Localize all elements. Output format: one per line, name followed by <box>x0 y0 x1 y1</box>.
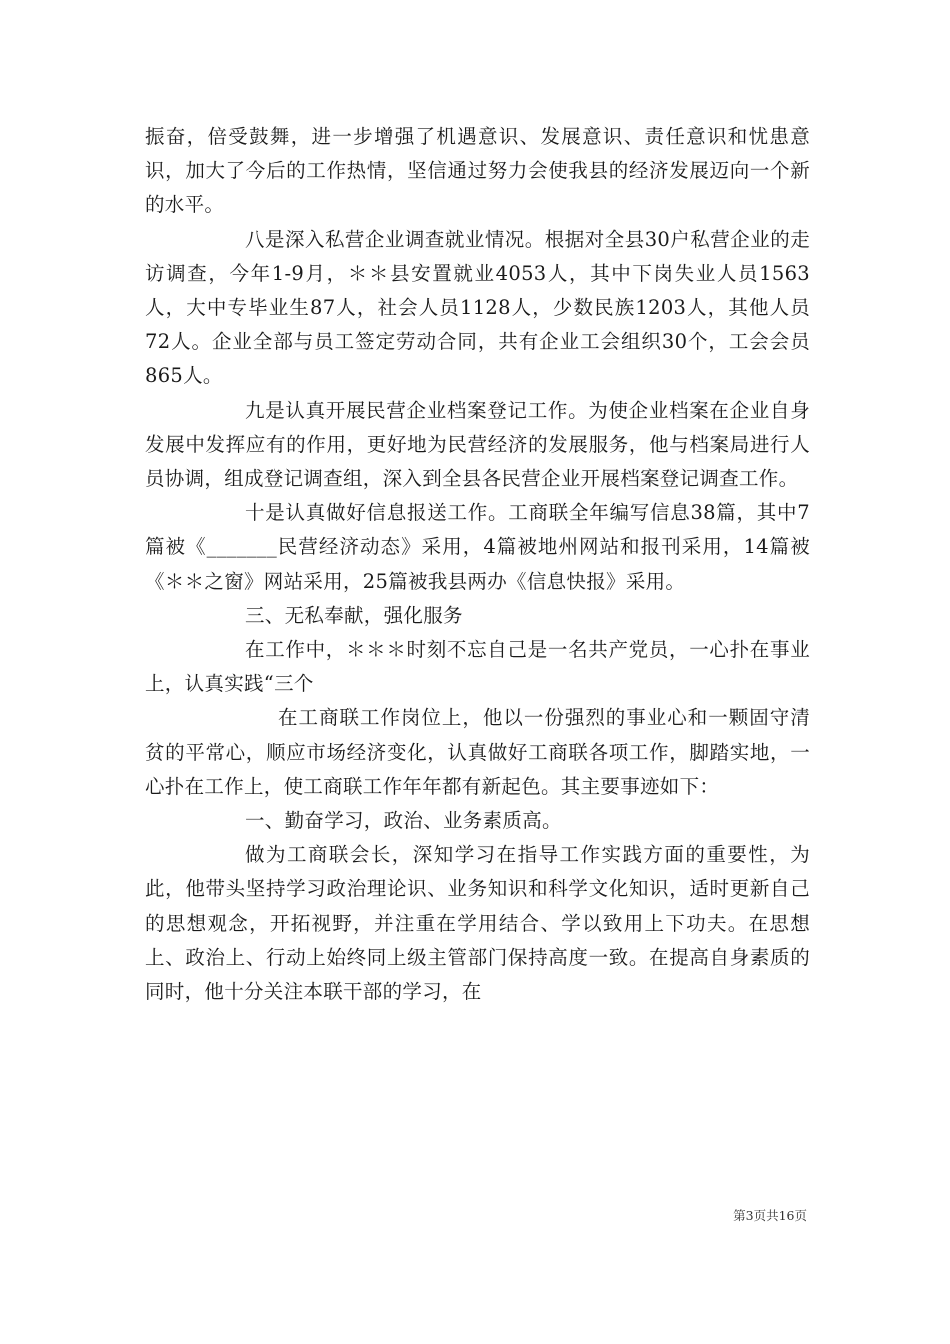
paragraph-at-post: 在工商联工作岗位上，他以一份强烈的事业心和一颗固守清贫的平常心，顺应市场经济变化，认真做好工商联各项工作，脚踏实地，一心扑在工作上，使工商联工作年年都有新起色。其主要事迹如下： <box>145 706 810 798</box>
paragraph-study: 做为工商联会长，深知学习在指导工作实践方面的重要性，为此，他带头坚持学习政治理论识、业务知识和科学文化知识，适时更新自己的思想观念，开拓视野，并注重在学用结合、学以致用上下功夫。在思想上、政治上、行动上始终同上级主管部门保持高度一致。在提高自身素质的同时，他十分关注本联干部的学习，在 <box>145 843 810 1004</box>
paragraph-item-eight: 八是深入私营企业调查就业情况。根据对全县30户私营企业的走访调查，今年1-9月，＊＊县安置就业4053人，其中下岗失业人员1563人，大中专毕业生87人，社会人员1128人，少数民族1203人，其他人员72人。企业全部与员工签定劳动合同，共有企业工会组织30个，工会会员865人。 <box>145 227 810 388</box>
page-number: 第3页共16页 <box>733 1208 807 1223</box>
paragraph-continuation: 振奋，倍受鼓舞，进一步增强了机遇意识、发展意识、责任意识和忧患意识，加大了今后的工作热情，坚信通过努力会使我县的经济发展迈向一个新的水平。 <box>145 125 810 217</box>
section-heading-one: 一、勤奋学习，政治、业务素质高。 <box>245 809 562 833</box>
paragraph-at-work: 在工作中，＊＊＊时刻不忘自己是一名共产党员，一心扑在事业上，认真实践“三个 <box>145 638 810 696</box>
paragraph-item-nine: 九是认真开展民营企业档案登记工作。为使企业档案在企业自身发展中发挥应有的作用，更好地为民营经济的发展服务，他与档案局进行人员协调，组成登记调查组，深入到全县各民营企业开展档案登记调查工作。 <box>145 398 810 491</box>
document-body <box>145 120 810 1009</box>
paragraph-item-ten: 十是认真做好信息报送工作。工商联全年编写信息38篇，其中7篇被《_______民营经济动态》采用，4篇被地州网站和报刊采用，14篇被《＊＊之窗》网站采用，25篇被我县两办《信息快报》采用。 <box>145 501 810 593</box>
section-heading-three: 三、无私奉献，强化服务 <box>245 603 463 627</box>
